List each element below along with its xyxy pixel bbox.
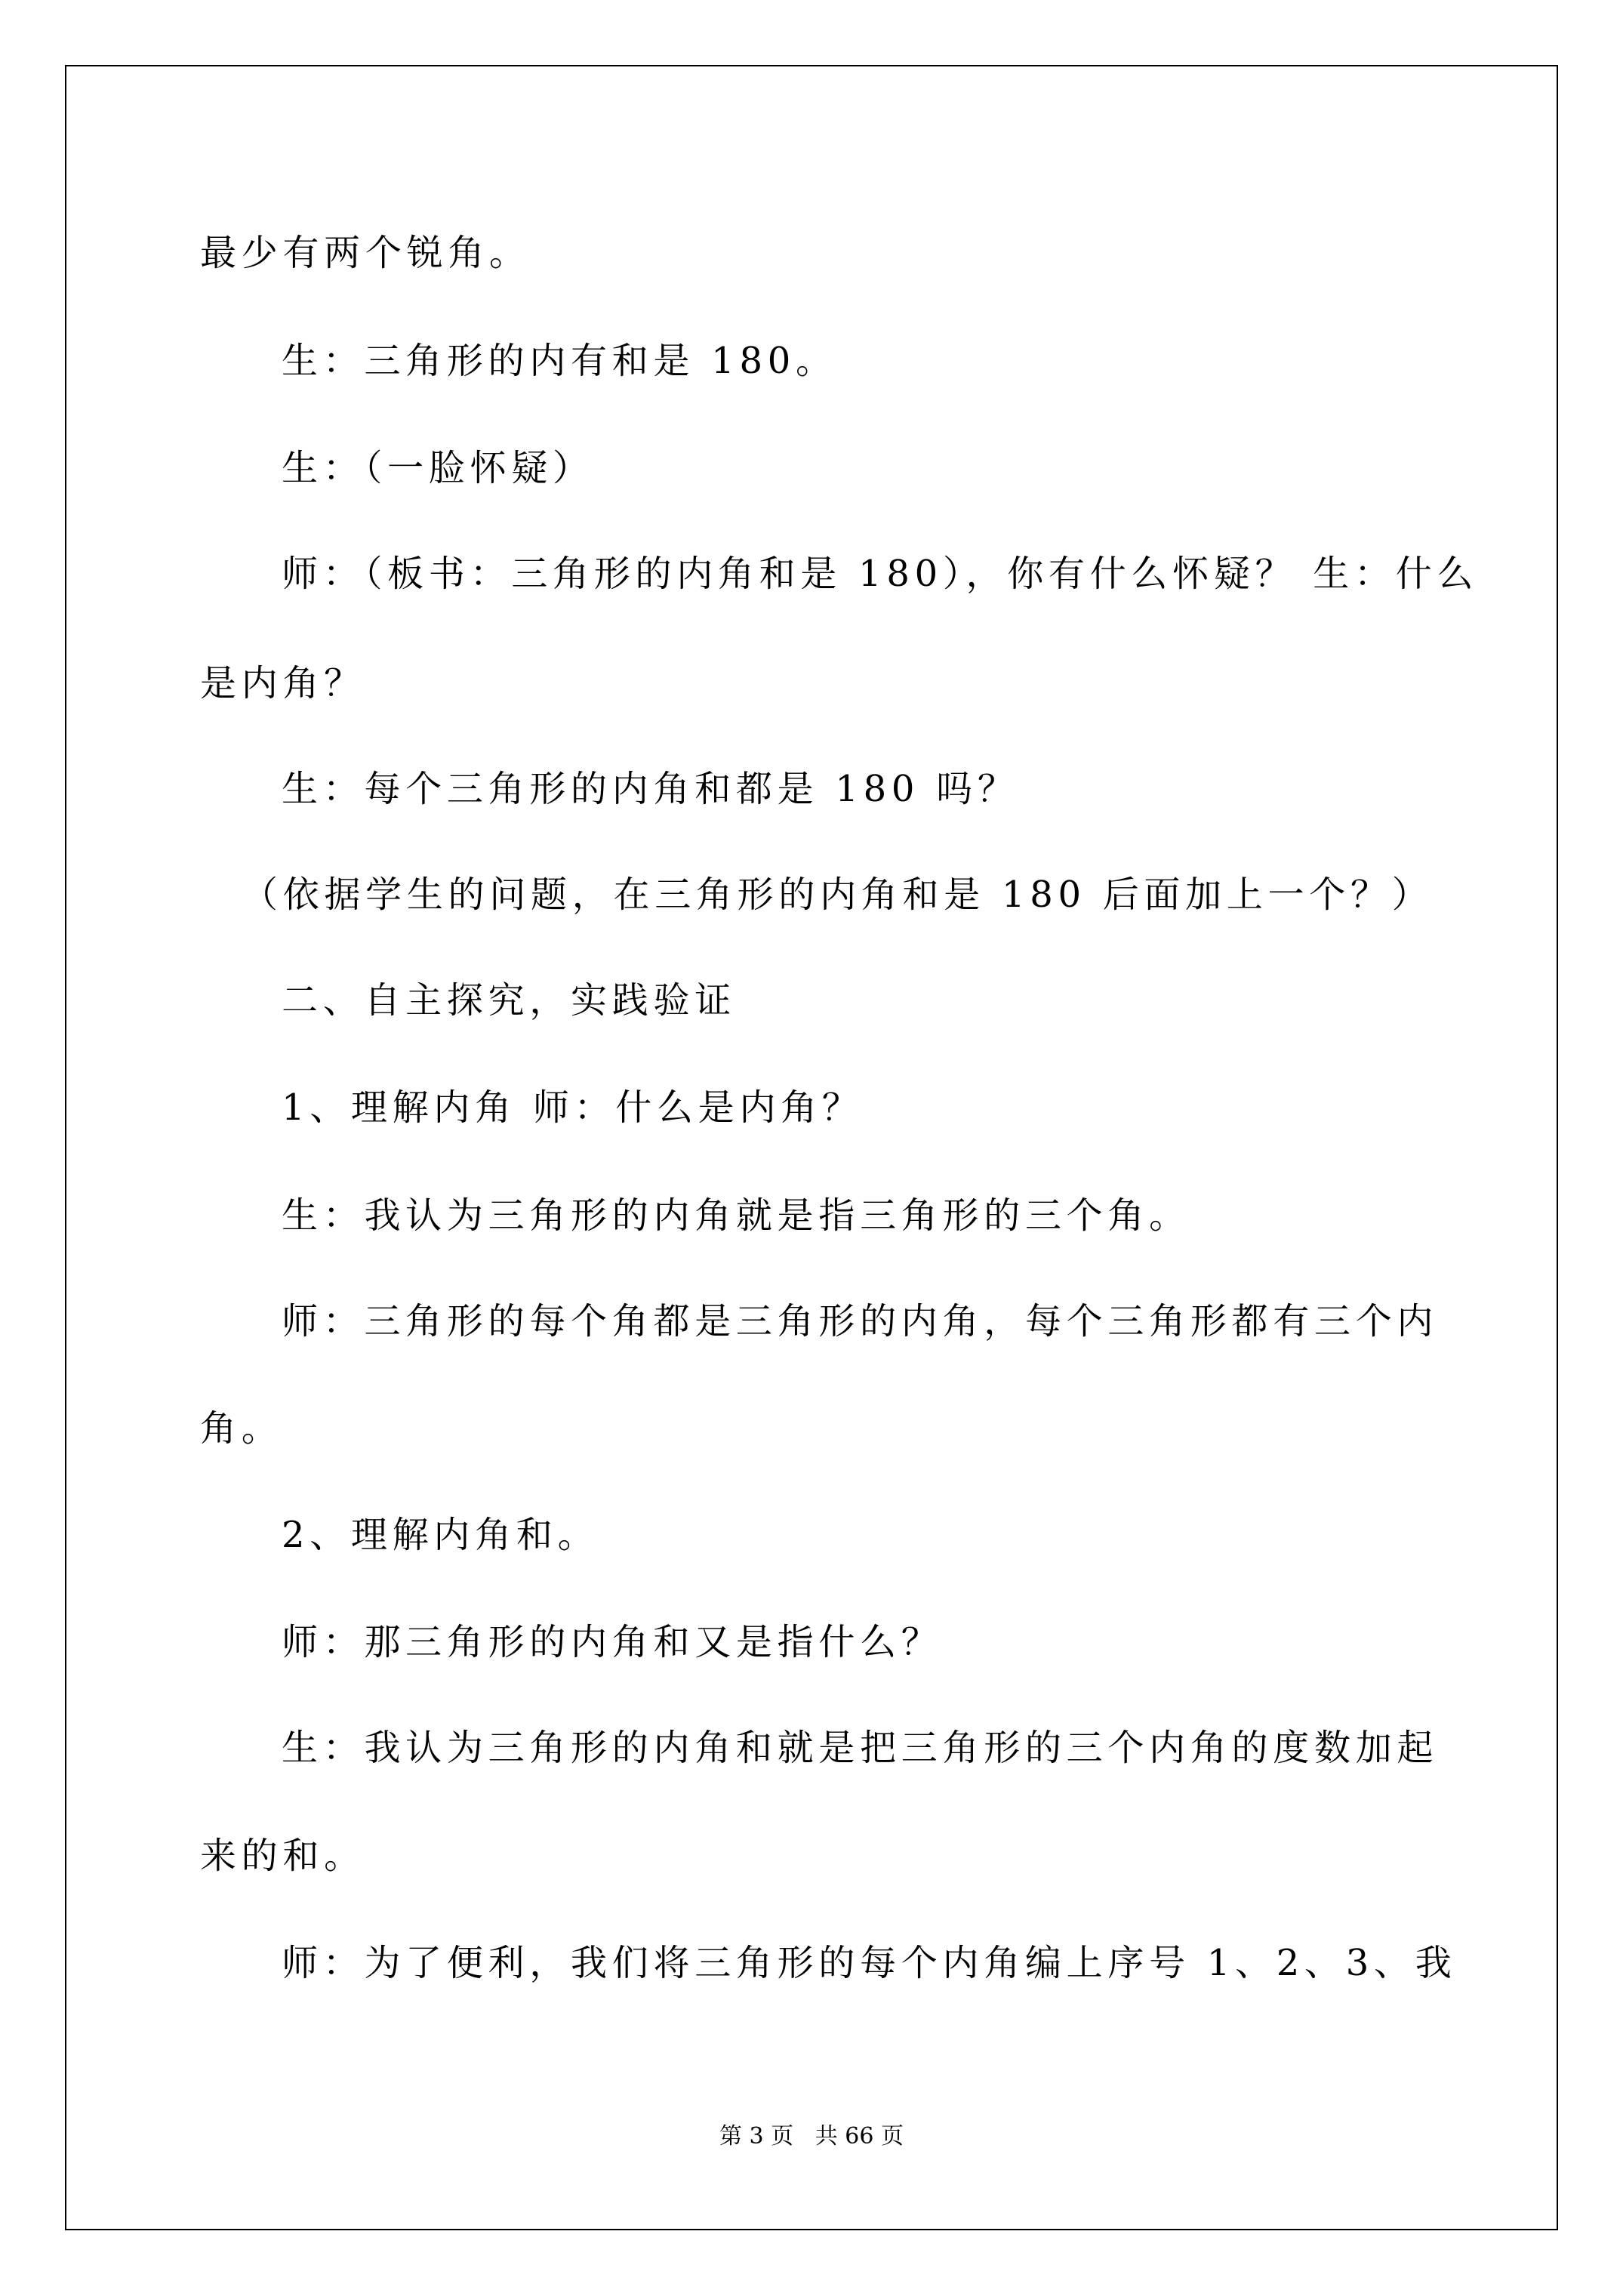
text-line: 角。 bbox=[200, 1407, 283, 1450]
text-line: 师：为了便利，我们将三角形的每个内角编上序号 1、2、3、我 bbox=[282, 1942, 1457, 1984]
text-line: 生：三角形的内有和是 180。 bbox=[282, 340, 837, 382]
text-line: 2、理解内角和。 bbox=[282, 1514, 599, 1556]
text-line: （依据学生的问题，在三角形的内角和是 180 后面加上一个？） bbox=[242, 874, 1434, 916]
page-border bbox=[65, 65, 1558, 2230]
text-line: 师：那三角形的内角和又是指什么？ bbox=[282, 1621, 943, 1663]
text-line: 生：（一脸怀疑） bbox=[282, 447, 594, 489]
text-line: 1、理解内角 师：什么是内角？ bbox=[282, 1086, 864, 1129]
text-line: 生：我认为三角形的内角就是指三角形的三个角。 bbox=[282, 1194, 1190, 1237]
text-line: 二、自主探究，实践验证 bbox=[282, 979, 736, 1022]
text-line: 师：三角形的每个角都是三角形的内角，每个三角形都有三个内 bbox=[282, 1300, 1439, 1342]
page-number: 第 3 页 共 66 页 bbox=[719, 2123, 904, 2150]
text-line: 生：我认为三角形的内角和就是把三角形的三个内角的度数加起 bbox=[282, 1727, 1439, 1769]
text-line: 师：（板书：三角形的内角和是 180），你有什么怀疑？ 生：什么 bbox=[282, 553, 1479, 595]
text-line: 最少有两个锐角。 bbox=[200, 232, 531, 274]
text-line: 来的和。 bbox=[200, 1835, 365, 1877]
text-line: 生：每个三角形的内角和都是 180 吗？ bbox=[282, 768, 1019, 810]
text-line: 是内角？ bbox=[200, 662, 365, 704]
